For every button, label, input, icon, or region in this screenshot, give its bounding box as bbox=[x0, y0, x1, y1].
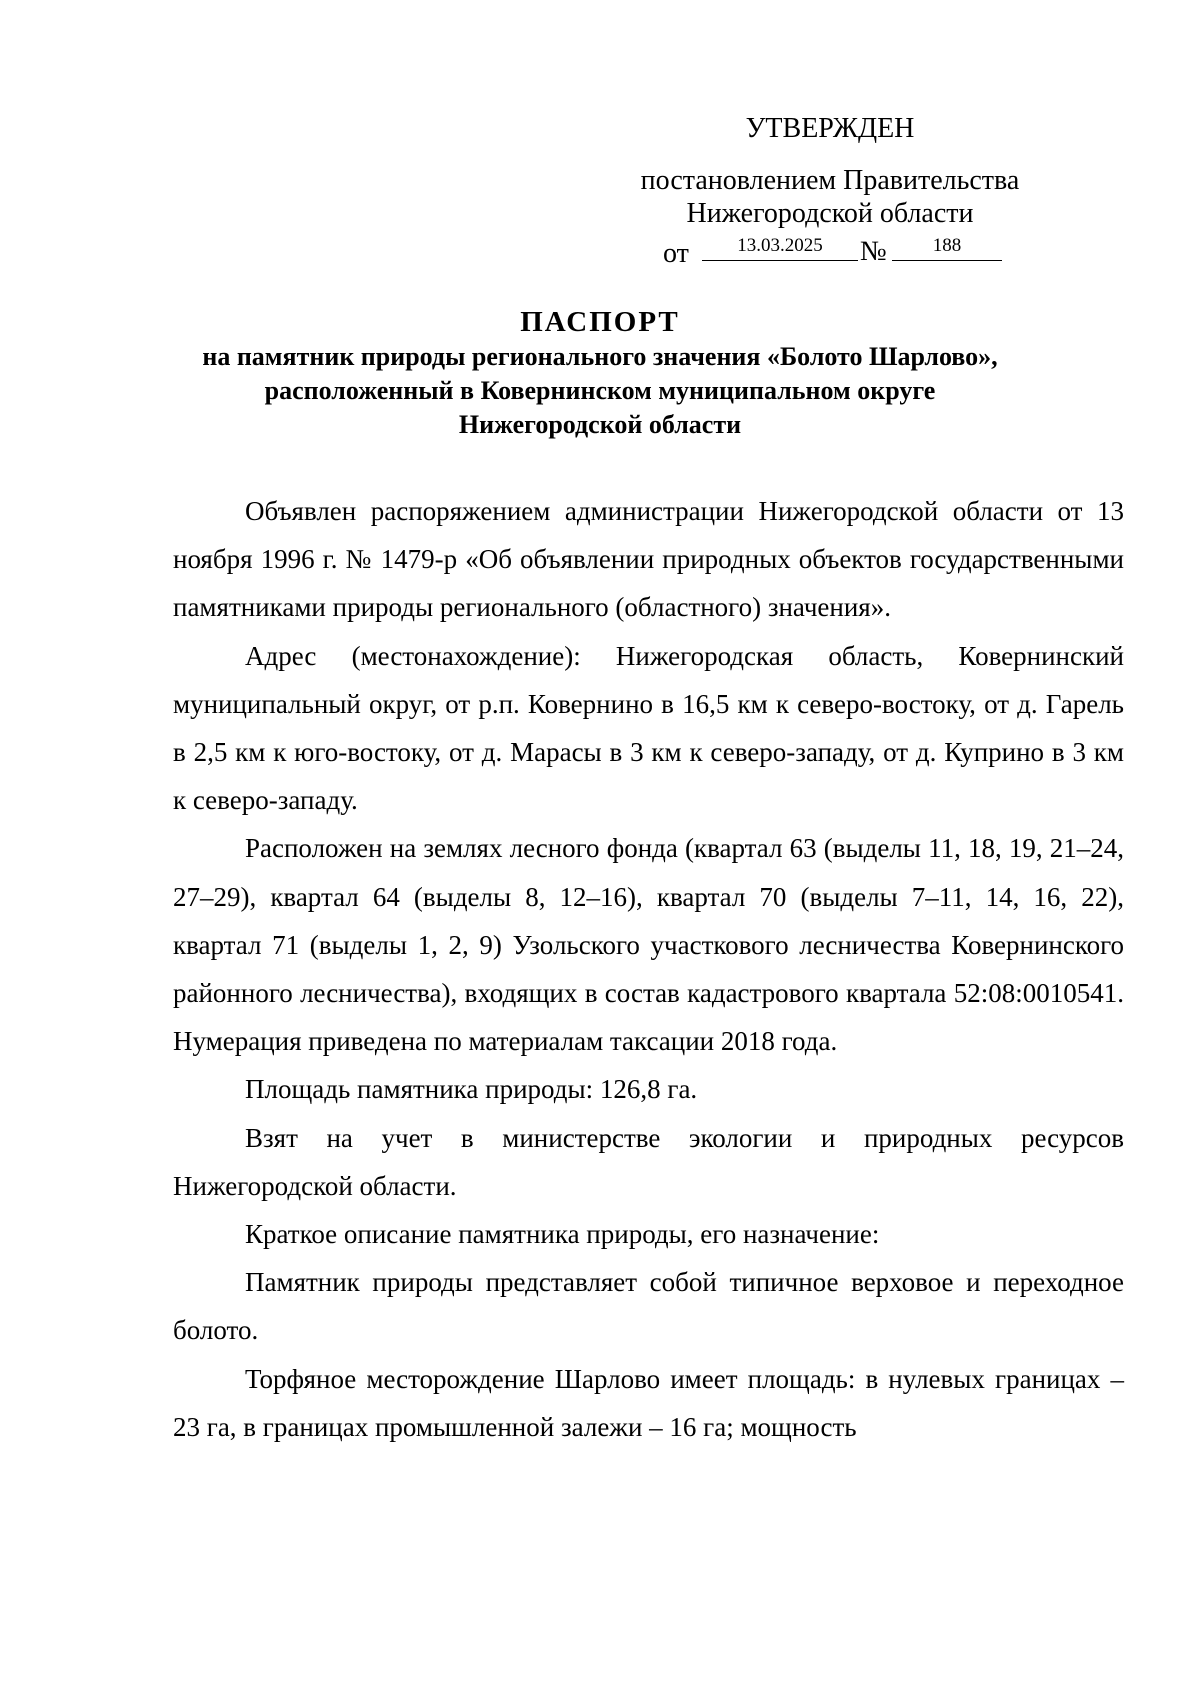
document-subtitle-line-2: расположенный в Ковернинском муниципальном округе bbox=[264, 376, 936, 405]
paragraph-declared: Объявлен распоряжением администрации Нижегородской области от 13 ноября 1996 г. № 1479-р «Об объявлении природных объектов государственными памятниками природы регионального (областного) значения». bbox=[173, 496, 1124, 623]
approval-date-field: 13.03.2025 bbox=[702, 232, 858, 261]
approval-stamp-heading: УТВЕРЖДЕН bbox=[745, 113, 915, 144]
paragraph-description: Памятник природы представляет собой типичное верховое и переходное болото. bbox=[173, 1267, 1124, 1346]
approval-line-region: Нижегородской области bbox=[686, 198, 974, 229]
approval-number-label: № bbox=[860, 236, 887, 267]
paragraph-area: Площадь памятника природы: 126,8 га. bbox=[245, 1074, 698, 1105]
paragraph-peat: Торфяное месторождение Шарлово имеет площадь: в нулевых границах – 23 га, в границах промышленной залежи – 16 га; мощность bbox=[173, 1363, 1124, 1442]
document-title-block bbox=[120, 304, 1080, 442]
document-title: ПАСПОРТ bbox=[520, 306, 680, 338]
approval-line-resolution: постановлением Правительства bbox=[640, 165, 1020, 196]
approval-number-field: 188 bbox=[892, 232, 1002, 261]
document-body bbox=[173, 487, 1124, 1451]
document-subtitle-line-3: Нижегородской области bbox=[458, 410, 742, 439]
approval-date-row bbox=[620, 232, 1040, 269]
paragraph-registered: Взят на учет в министерстве экологии и природных ресурсов Нижегородской области. bbox=[173, 1122, 1124, 1201]
paragraph-description-heading: Краткое описание памятника природы, его назначение: bbox=[245, 1219, 880, 1250]
paragraph-address: Адрес (местонахождение): Нижегородская область, Ковернинский муниципальный округ, от р.п. Ковернино в 16,5 км к северо-востоку, от д. Гарель в 2,5 км к юго-востоку, от д. Марасы в 3 км к северо-западу, от д. Куприно в 3 км к северо-западу. bbox=[173, 640, 1124, 816]
approval-block bbox=[620, 112, 1040, 269]
paragraph-location: Расположен на землях лесного фонда (квартал 63 (выделы 11, 18, 19, 21–24, 27–29), квартал 64 (выделы 8, 12–16), квартал 70 (выделы 7–11, 14, 16, 22), квартал 71 (выделы 1, 2, 9) Узольского участкового лесничества Ковернинского районного лесничества), входящих в состав кадастрового квартала 52:08:0010541. Нумерация приведена по материалам таксации 2018 года. bbox=[173, 833, 1124, 1057]
approval-from-label: от bbox=[663, 238, 689, 269]
document-subtitle-line-1: на памятник природы регионального значения «Болото Шарлово», bbox=[202, 342, 998, 371]
